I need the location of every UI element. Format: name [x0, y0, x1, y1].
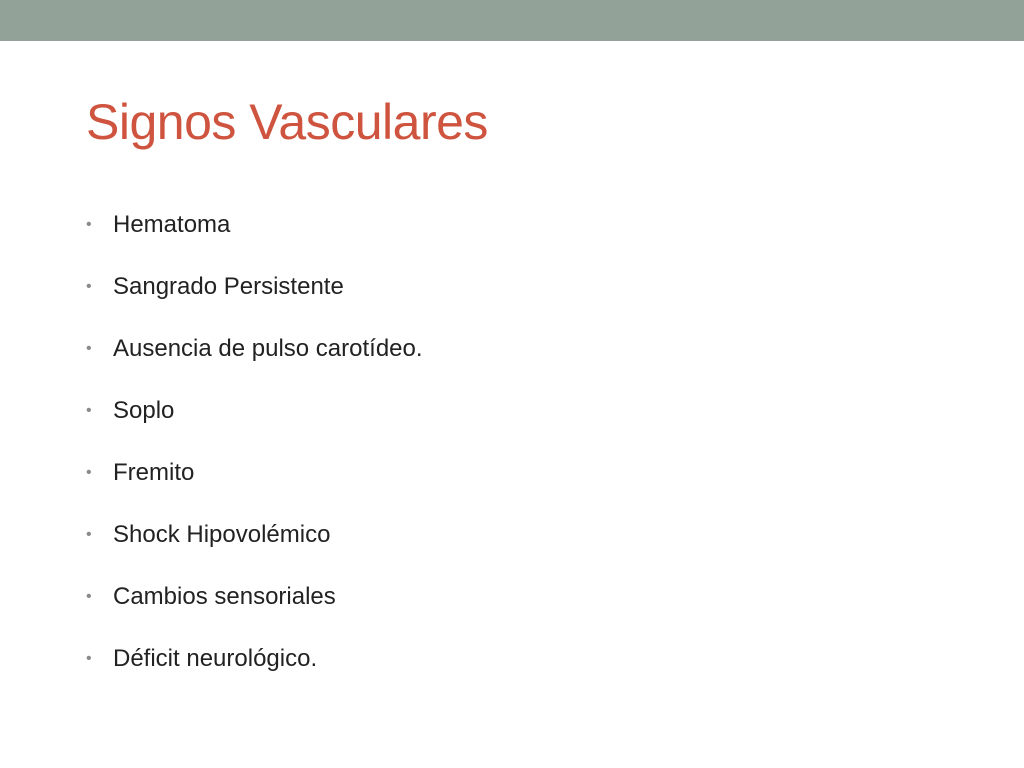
- bullet-item-soplo: [86, 392, 423, 430]
- bullet-item-ausencia-pulso: [86, 330, 423, 368]
- bullet-item-shock: [86, 516, 423, 554]
- bullet-dot-icon: •: [86, 402, 92, 419]
- bullet-text: Hematoma: [113, 211, 231, 238]
- bullet-text: Sangrado Persistente: [113, 273, 344, 300]
- bullet-text: Soplo: [113, 397, 175, 424]
- bullet-item-cambios-sensoriales: [86, 578, 423, 616]
- slide-title: Signos Vasculares: [86, 94, 488, 150]
- bullet-dot-icon: •: [86, 278, 92, 295]
- bullet-dot-icon: •: [86, 464, 92, 481]
- bullet-text: Shock Hipovolémico: [113, 521, 331, 548]
- bullet-item-sangrado: [86, 268, 423, 306]
- bullet-list: [86, 206, 423, 702]
- bullet-dot-icon: •: [86, 650, 92, 667]
- bullet-dot-icon: •: [86, 588, 92, 605]
- bullet-dot-icon: •: [86, 526, 92, 543]
- bullet-item-deficit: [86, 640, 423, 678]
- bullet-text: Fremito: [113, 459, 195, 486]
- bullet-text: Déficit neurológico.: [113, 645, 318, 672]
- bullet-dot-icon: •: [86, 216, 92, 233]
- bullet-text: Cambios sensoriales: [113, 583, 336, 610]
- top-accent-band: [0, 0, 1024, 41]
- bullet-item-hematoma: [86, 206, 423, 244]
- bullet-dot-icon: •: [86, 340, 92, 357]
- bullet-text: Ausencia de pulso carotídeo.: [113, 335, 423, 362]
- bullet-item-fremito: [86, 454, 423, 492]
